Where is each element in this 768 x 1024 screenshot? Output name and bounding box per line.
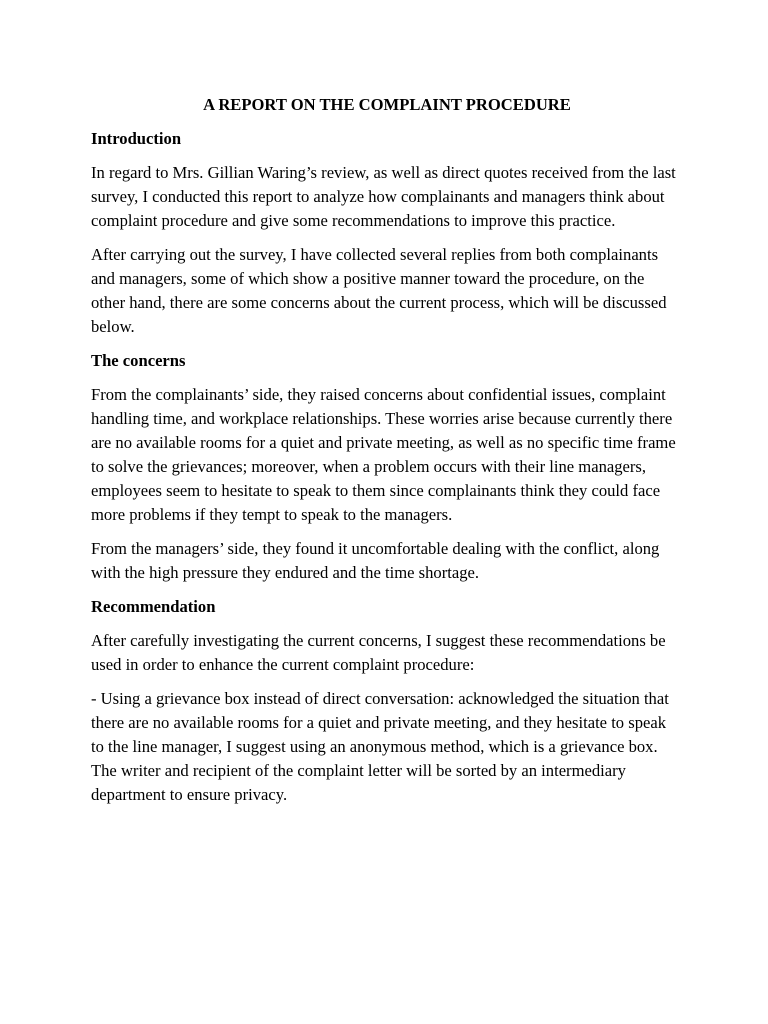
concerns-paragraph-2: From the managers’ side, they found it uncomfortable dealing with the conflict, along with the high pressure they endured and the time shortage. [91,539,660,582]
introduction-paragraph-1: In regard to Mrs. Gillian Waring’s review, as well as direct quotes received from the last survey, I conducted this report to analyze how complainants and managers think about complaint procedure and give some recommendations to improve this practice. [91,163,676,230]
section-heading-concerns: The concerns [91,351,186,370]
introduction-paragraph-2: After carrying out the survey, I have collected several replies from both complainants and managers, some of which show a positive manner toward the procedure, on the other hand, there are some concerns about the current process, which will be discussed below. [91,245,667,336]
section-heading-introduction: Introduction [91,129,182,148]
document-page [91,93,681,817]
document-title: A REPORT ON THE COMPLAINT PROCEDURE [203,95,571,114]
recommendation-paragraph-1: After carefully investigating the current concerns, I suggest these recommendations be used in order to enhance the current complaint procedure: [91,631,666,674]
recommendation-paragraph-2: - Using a grievance box instead of direct conversation: acknowledged the situation that there are no available rooms for a quiet and private meeting, and they hesitate to speak to the line manager, I suggest using an anonymous method, which is a grievance box. The writer and recipient of the complaint letter will be sorted by an intermediary department to ensure privacy. [91,689,669,804]
section-heading-recommendation: Recommendation [91,597,216,616]
concerns-paragraph-1: From the complainants’ side, they raised concerns about confidential issues, complaint handling time, and workplace relationships. These worries arise because currently there are no available rooms for a quiet and private meeting, as well as no specific time frame to solve the grievances; moreover, when a problem occurs with their line managers, employees seem to hesitate to speak to them since complainants think they could face more problems if they tempt to speak to the managers. [91,385,676,524]
